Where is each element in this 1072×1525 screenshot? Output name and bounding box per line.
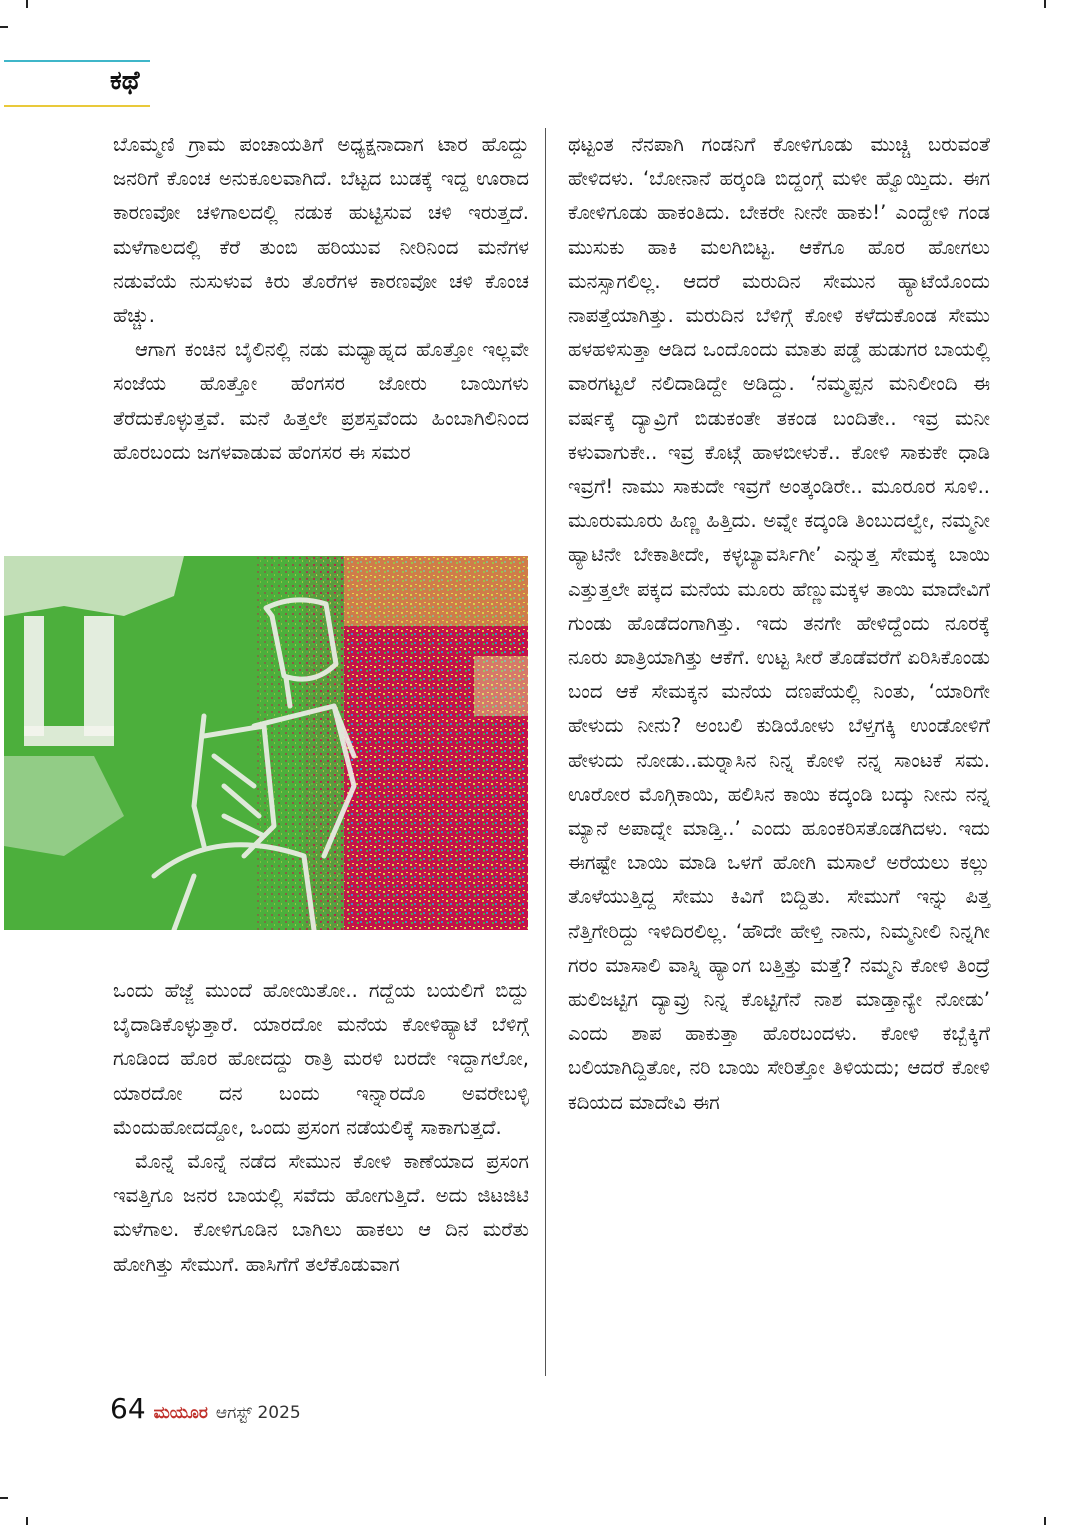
magazine-name: ಮಯೂರ bbox=[153, 1403, 208, 1423]
section-title: ಕಥೆ bbox=[110, 66, 140, 96]
paragraph: ಬೊಮ್ಮಣಿ ಗ್ರಾಮ ಪಂಚಾಯತಿಗೆ ಅಧ್ಯಕ್ಷನಾದಾಗ ಟಾರ ಹೊದ್ದು ಜನರಿಗೆ ಕೊಂಚ ಅನುಕೂಲವಾಗಿದೆ. ಬೆಟ್ಟದ ಬುಡಕ್ಕೆ ಇದ್ದ ಊರಾದ ಕಾರಣವೋ ಚಳಿಗಾಲದಲ್ಲಿ ನಡುಕ ಹುಟ್ಟಿಸುವ ಚಳಿ ಇರುತ್ತದೆ. ಮಳೆಗಾಲದಲ್ಲಿ ಕೆರೆ ತುಂಬಿ ಹರಿಯುವ ನೀರಿನಿಂದ ಮನೆಗಳ ನಡುವೆಯೆ ನುಸುಳುವ ಕಿರು ತೊರೆಗಳ ಕಾರಣವೋ ಚಳಿ ಕೊಂಚ ಹೆಚ್ಚು. bbox=[113, 133, 529, 328]
issue-date: ಆಗಸ್ಟ್ 2025 bbox=[215, 1403, 301, 1423]
paragraph: ಮೊನ್ನೆ ಮೊನ್ನೆ ನಡೆದ ಸೇಮುನ ಕೋಳಿ ಕಾಣೆಯಾದ ಪ್ರಸಂಗ ಇವತ್ತಿಗೂ ಜನರ ಬಾಯಲ್ಲಿ ಸವೆದು ಹೋಗುತ್ತಿದೆ. ಅದು ಜಿಟಜಿಟಿ ಮಳೆಗಾಲ. ಕೋಳಿಗೂಡಿನ ಬಾಗಿಲು ಹಾಕಲು ಆ ದಿನ ಮರೆತು ಹೋಗಿತ್ತು ಸೇಮುಗೆ. ಹಾಸಿಗೆಗೆ ತಲೆಕೊಡುವಾಗ bbox=[113, 1150, 529, 1276]
crop-mark bbox=[0, 26, 8, 28]
painted-figure-illustration bbox=[4, 556, 528, 930]
left-column-top bbox=[113, 128, 529, 470]
column-divider bbox=[545, 128, 546, 1376]
crop-mark bbox=[0, 1497, 8, 1499]
crop-mark bbox=[26, 1517, 28, 1525]
crop-mark bbox=[1044, 1517, 1046, 1525]
header-rule-bottom bbox=[4, 105, 150, 107]
left-column-bottom bbox=[113, 974, 529, 1282]
paragraph: ಒಂದು ಹೆಜ್ಜೆ ಮುಂದೆ ಹೋಯಿತೋ.. ಗದ್ದೆಯ ಬಯಲಿಗೆ ಬಿದ್ದು ಬೈದಾಡಿಕೊಳ್ಳುತ್ತಾರೆ. ಯಾರದೋ ಮನೆಯ ಕೋಳಿಹ್ಯಾಟೆ ಬೆಳಿಗ್ಗೆ ಗೂಡಿಂದ ಹೊರ ಹೋದದ್ದು ರಾತ್ರಿ ಮರಳಿ ಬರದೇ ಇದ್ದಾಗಲೋ, ಯಾರದೋ ದನ ಬಂದು ಇನ್ನಾರದೊ ಅವರೇಬಳ್ಳಿ ಮೆಂದುಹೋದದ್ದೋ, ಒಂದು ಪ್ರಸಂಗ ನಡೆಯಲಿಕ್ಕೆ ಸಾಕಾಗುತ್ತದೆ. bbox=[113, 979, 529, 1139]
crop-mark bbox=[1044, 0, 1046, 8]
page-footer bbox=[110, 1392, 301, 1425]
paragraph: ಥಟ್ಟಂತ ನೆನಪಾಗಿ ಗಂಡನಿಗೆ ಕೋಳಿಗೂಡು ಮುಚ್ಚಿ ಬರುವಂತೆ ಹೇಳಿದಳು. ‘ಬೋನಾನೆ ಹರ್‍ಕಂಡಿ ಬಿದ್ದಂಗ್ಗೆ ಮಳೀ ಹ್ವೊಯ್ತಿದು. ಈಗ ಕೋಳಿಗೂಡು ಹಾಕಂತಿದು. ಬೇಕರೇ ನೀನೇ ಹಾಕು!’ ಎಂದ್ಹೇಳಿ ಗಂಡ ಮುಸುಕು ಹಾಕಿ ಮಲಗಿಬಿಟ್ಟ. ಆಕೆಗೂ ಹೊರ ಹೋಗಲು ಮನಸ್ಸಾಗಲಿಲ್ಲ. ಆದರೆ ಮರುದಿನ ಸೇಮುನ ಹ್ಯಾಟೆಯೊಂದು ನಾಪತ್ತೆಯಾಗಿತ್ತು. ಮರುದಿನ ಬೆಳಿಗ್ಗೆ ಕೋಳಿ ಕಳೆದುಕೊಂಡ ಸೇಮು ಹಳಹಳಿಸುತ್ತಾ ಆಡಿದ ಒಂದೊಂದು ಮಾತು ಪಡ್ಡೆ ಹುಡುಗರ ಬಾಯಲ್ಲಿ ವಾರಗಟ್ಟಲೆ ನಲಿದಾಡಿದ್ದೇ ಅಡಿದ್ದು. ‘ನಮ್ಮಪ್ಪನ ಮನಿಲೀಂದಿ ಈ ವರ್ಷಕ್ಕೆ ದ್ಯಾವ್ರಿಗೆ ಬಿಡುಕಂತೇ ತಕಂಡ ಬಂದಿತೇ.. ಇವ್ರ ಮನೀ ಕಳುವಾಗುಕೇ.. ಇವ್ರ ಕೊಟ್ಗೆ ಹಾಳಬೀಳುಕೆ.. ಕೋಳಿ ಸಾಕುಕೇ ಧಾಡಿ ಇವ್ರಗೆ! ನಾಮು ಸಾಕುದೇ ಇವ್ರಗೆ ಅಂತ್ಕಂಡಿರೇ.. ಮೂರೂರ ಸೂಳಿ.. ಮೂರುಮೂರು ಹಿಣ್ಣ ಹಿತ್ತಿದು. ಅವ್ನೇ ಕದ್ಕಂಡಿ ತಿಂಬುದಲ್ವೇ, ನಮ್ಮನೀ ಹ್ಯಾಟಿನೇ ಬೇಕಾತೀದೇ, ಕಳ್ಳಬ್ಯಾವರ್ಸಿಗೀ’ ಎನ್ನುತ್ತ ಸೇಮಕ್ಕ ಬಾಯಿ ಎತ್ತುತ್ತಲೇ ಪಕ್ಕದ ಮನೆಯ ಮೂರು ಹೆಣ್ಣುಮಕ್ಕಳ ತಾಯಿ ಮಾದೇವಿಗೆ ಗುಂಡು ಹೊಡೆದಂಗಾಗಿತ್ತು. ಇದು ತನಗೇ ಹೇಳಿದ್ದೆಂದು ನೂರಕ್ಕೆ ನೂರು ಖಾತ್ರಿಯಾಗಿತ್ತು ಆಕೆಗೆ. ಉಟ್ಟ ಸೀರೆ ತೊಡೆವರೆಗೆ ಏರಿಸಿಕೊಂಡು ಬಂದ ಆಕೆ ಸೇಮಕ್ಕನ ಮನೆಯ ದಣಪೆಯಲ್ಲಿ ನಿಂತು, ‘ಯಾರಿಗೇ ಹೇಳುದು ನೀನು? ಅಂಬಲಿ ಕುಡಿಯೋಳು ಬೆಳ್ತಗಕ್ಕಿ ಉಂಡೋಳಿಗೆ ಹೇಳುದು ನೋಡು..ಮರ್‍ನಾಸಿನ ನಿನ್ನ ಕೋಳಿ ನನ್ನ ಸಾಂಟಕೆ ಸಮ. ಊರೋರ ಮೊಗ್ಗಿಕಾಯಿ, ಹಲಿಸಿನ ಕಾಯಿ ಕದ್ಕಂಡಿ ಬದ್ಕು ನೀನು ನನ್ನ ಮ್ಯಾನೆ ಅಪಾದ್ನೇ ಮಾಡ್ತಿ..’ ಎಂದು ಹೂಂಕರಿಸತೊಡಗಿದಳು. ಇದು ಈಗಷ್ಟೇ ಬಾಯಿ ಮಾಡಿ ಒಳಗೆ ಹೋಗಿ ಮಸಾಲೆ ಅರೆಯಲು ಕಲ್ಲು ತೊಳೆಯುತ್ತಿದ್ದ ಸೇಮು ಕಿವಿಗೆ ಬಿದ್ದಿತು. ಸೇಮುಗೆ ಇನ್ನು ಪಿತ್ತ ನೆತ್ತಿಗೇರಿದ್ದು ಇಳಿದಿರಲಿಲ್ಲ. ‘ಹೌದೇ ಹೇಳ್ತಿ ನಾನು, ನಿಮ್ಮನೀಲಿ ನಿನ್ನಗೀ ಗರಂ ಮಾಸಾಲಿ ವಾಸ್ನಿ ಹ್ಯಾಂಗ ಬತ್ತಿತ್ತು ಮತ್ತೆ? ನಮ್ಮನಿ ಕೋಳಿ ತಿಂದ್ರೆ ಹುಲಿಜಟ್ಟಿಗ ದ್ಯಾವ್ರು ನಿನ್ನ ಕೊಟ್ಟಿಗೆನೆ ನಾಶ ಮಾಡ್ತಾನ್ಯೇ ನೋಡು’ ಎಂದು ಶಾಪ ಹಾಕುತ್ತಾ ಹೊರಬಂದಳು. ಕೋಳಿ ಕಬ್ಬೆಕ್ಕಿಗೆ ಬಲಿಯಾಗಿದ್ದಿತೋ, ನರಿ ಬಾಯಿ ಸೇರಿತ್ತೋ ತಿಳಿಯದು; ಆದರೆ ಕೋಳಿ ಕದಿಯದ ಮಾದೇವಿ ಈಗ bbox=[568, 133, 990, 1114]
header-rule-top bbox=[4, 60, 150, 62]
crop-mark bbox=[26, 0, 28, 8]
right-column bbox=[568, 128, 990, 1120]
paragraph: ಆಗಾಗ ಕಂಚಿನ ಬೈಲಿನಲ್ಲಿ ನಡು ಮಧ್ಯಾಹ್ನದ ಹೊತ್ತೋ ಇಲ್ಲವೇ ಸಂಜೆಯ ಹೊತ್ತೋ ಹೆಂಗಸರ ಜೋರು ಬಾಯಿಗಳು ತೆರೆದುಕೊಳ್ಳುತ್ತವೆ. ಮನೆ ಹಿತ್ತಲೇ ಪ್ರಶಸ್ತವೆಂದು ಹಿಂಬಾಗಿಲಿನಿಂದ ಹೊರಬಂದು ಜಗಳವಾಡುವ ಹೆಂಗಸರ ಈ ಸಮರ bbox=[113, 338, 529, 464]
page-number: 64 bbox=[110, 1392, 146, 1425]
